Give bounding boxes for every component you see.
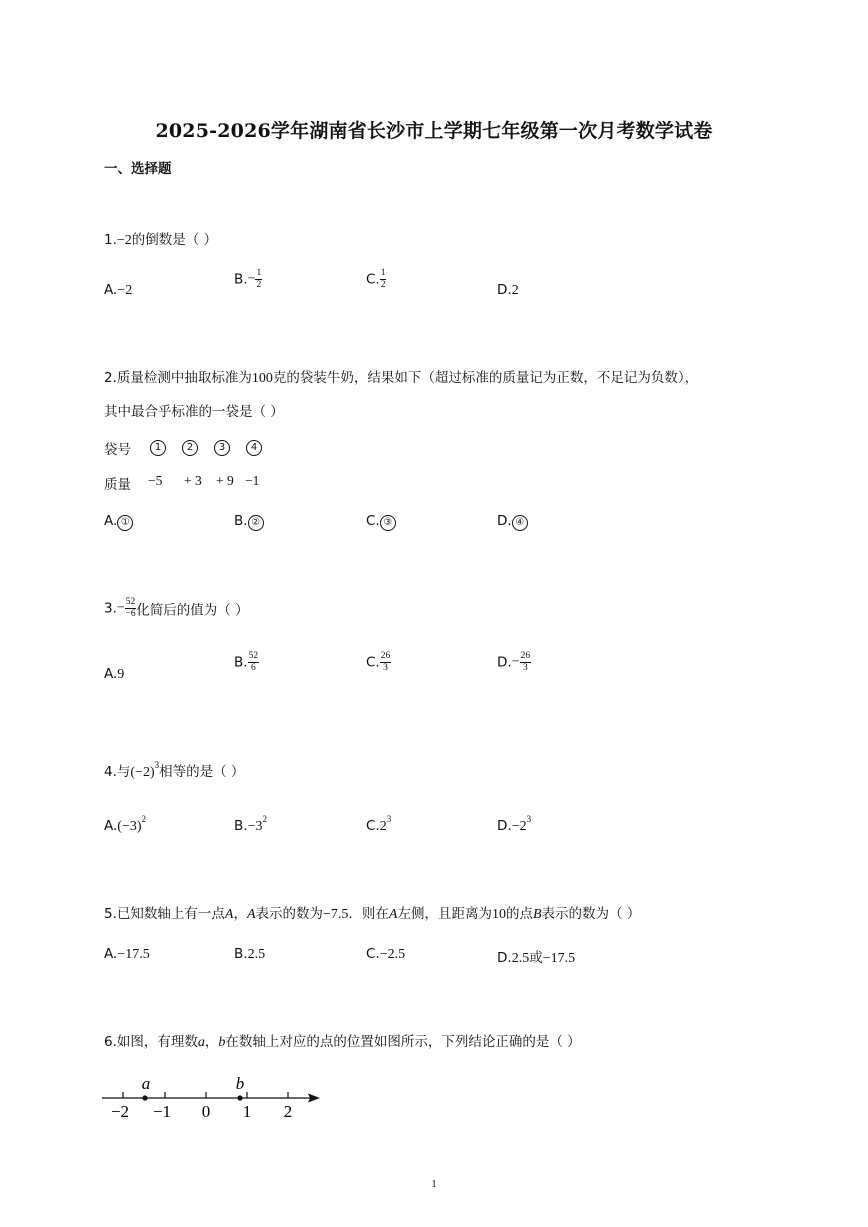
option-label: C. bbox=[366, 946, 380, 962]
option-label: A. bbox=[104, 513, 118, 529]
point-b bbox=[237, 1095, 242, 1100]
option-label: C. bbox=[366, 654, 380, 671]
fraction bbox=[380, 651, 392, 674]
q5-text: 表示的数为 bbox=[255, 906, 324, 922]
option-connector: 或 bbox=[529, 950, 543, 966]
q6-text: ， bbox=[204, 1034, 219, 1050]
q1-option-d[interactable] bbox=[497, 282, 519, 299]
q3-option-c[interactable] bbox=[366, 651, 391, 674]
q6-var: a bbox=[197, 1035, 205, 1050]
option-value: −2 bbox=[117, 283, 133, 298]
option-exponent: 2 bbox=[141, 814, 147, 824]
q2-option-d[interactable] bbox=[497, 513, 528, 531]
table-row-label: 质量 bbox=[104, 477, 131, 493]
option-exponent: 3 bbox=[386, 814, 392, 824]
q5-text: 的点 bbox=[505, 906, 533, 922]
q3-option-b[interactable] bbox=[234, 651, 259, 674]
q1-option-a[interactable] bbox=[104, 282, 132, 299]
option-label: A. bbox=[104, 282, 118, 298]
circled-number: 4 bbox=[246, 440, 262, 456]
page-title: 2025-2026学年湖南省长沙市上学期七年级第一次月考数学试卷 bbox=[155, 120, 713, 142]
q5-var: A bbox=[246, 907, 256, 922]
q6-text: 6.如图，有理数 bbox=[104, 1034, 198, 1050]
option-exponent: 3 bbox=[526, 814, 532, 824]
option-value: −2.5 bbox=[379, 947, 406, 962]
q5-value: −7.5 bbox=[323, 907, 349, 922]
point-b-label: b bbox=[235, 1074, 245, 1093]
table-cell: −1 bbox=[245, 473, 260, 488]
q3-sign: − bbox=[116, 600, 125, 616]
q1-expr: −2 bbox=[116, 233, 132, 248]
question-2-line-2: 其中最合乎标准的一袋是（ ） bbox=[104, 404, 284, 420]
denominator: 2 bbox=[380, 280, 386, 290]
question-5 bbox=[104, 902, 640, 923]
option-label: D. bbox=[497, 818, 512, 834]
point-a bbox=[142, 1095, 147, 1100]
option-base: −2 bbox=[511, 819, 527, 834]
question-4 bbox=[104, 760, 244, 781]
table-cell bbox=[246, 438, 262, 456]
q6-var: b bbox=[218, 1035, 226, 1050]
denominator: −6 bbox=[125, 609, 136, 619]
question-2-line-1 bbox=[104, 366, 698, 387]
option-label: D. bbox=[497, 950, 512, 966]
question-3 bbox=[104, 597, 249, 620]
tick-label: 2 bbox=[283, 1102, 293, 1121]
option-label: D. bbox=[497, 654, 512, 671]
q4-exponent: 3 bbox=[154, 760, 160, 770]
option-label: D. bbox=[497, 282, 512, 298]
q3-text: 化简后的值为（ ） bbox=[136, 602, 249, 619]
option-value: −17.5 bbox=[117, 947, 150, 962]
option-value: 9 bbox=[117, 667, 125, 682]
q4-option-a[interactable] bbox=[104, 814, 146, 835]
circled-number: ② bbox=[248, 515, 264, 531]
q4-option-d[interactable] bbox=[497, 814, 531, 835]
numerator: 26 bbox=[380, 651, 391, 661]
option-exponent: 2 bbox=[262, 814, 267, 824]
table-row-label: 袋号 bbox=[104, 442, 131, 458]
q1-text: 的倒数是（ ） bbox=[131, 232, 218, 248]
numerator: 52 bbox=[125, 597, 136, 607]
q5-option-a[interactable] bbox=[104, 946, 150, 963]
circled-number: 2 bbox=[182, 440, 198, 456]
q5-var: A bbox=[388, 907, 398, 922]
q2-value: 100 bbox=[251, 371, 273, 386]
option-value: −17.5 bbox=[542, 951, 576, 966]
table-cell: + 3 bbox=[184, 473, 202, 488]
q5-text: 5.已知数轴上有一点 bbox=[104, 906, 225, 922]
fraction bbox=[520, 651, 532, 674]
q5-var: B bbox=[532, 907, 542, 922]
circled-number: ③ bbox=[380, 515, 396, 531]
table-cell: + 9 bbox=[216, 473, 234, 488]
option-label: C. bbox=[366, 513, 380, 529]
question-1 bbox=[104, 228, 217, 249]
fraction bbox=[380, 268, 387, 291]
q5-option-c[interactable] bbox=[366, 946, 405, 963]
q4-text: 相等的是（ ） bbox=[159, 764, 245, 780]
tick-label: 1 bbox=[242, 1102, 252, 1121]
option-base: (−3) bbox=[117, 819, 142, 834]
option-sign: − bbox=[511, 654, 520, 670]
q4-base: (−2) bbox=[130, 765, 155, 780]
option-label: A. bbox=[104, 946, 118, 962]
q5-text: ．则在 bbox=[348, 906, 389, 922]
q2-option-b[interactable] bbox=[234, 513, 264, 531]
q1-prefix: 1. bbox=[104, 232, 117, 248]
option-value: 2.5 bbox=[247, 947, 266, 962]
q5-var: A bbox=[224, 907, 234, 922]
table-cell bbox=[214, 438, 230, 456]
option-label: C. bbox=[366, 271, 380, 288]
q2-option-c[interactable] bbox=[366, 513, 396, 531]
q4-option-b[interactable] bbox=[234, 814, 267, 835]
option-value: 2 bbox=[511, 283, 519, 298]
q5-text: 左侧，且距离为 bbox=[397, 906, 492, 922]
option-label: B. bbox=[234, 271, 248, 288]
page-number: 1 bbox=[431, 1178, 437, 1190]
denominator: 3 bbox=[522, 663, 528, 673]
circled-number: 1 bbox=[150, 440, 166, 456]
numerator: 26 bbox=[520, 651, 531, 661]
option-label: B. bbox=[234, 513, 248, 529]
point-a-label: a bbox=[141, 1074, 151, 1093]
fraction bbox=[255, 268, 262, 291]
circled-number: ① bbox=[117, 515, 133, 531]
option-label: B. bbox=[234, 818, 248, 834]
fraction bbox=[248, 651, 260, 674]
q2-option-a[interactable] bbox=[104, 513, 133, 531]
option-label: D. bbox=[497, 513, 512, 529]
q4-prefix: 4.与 bbox=[104, 764, 131, 780]
denominator: 6 bbox=[250, 663, 256, 673]
q2-text-b: 克的袋装牛奶，结果如下（超过标准的质量记为正数，不足记为负数）， bbox=[272, 370, 699, 386]
numerator: 1 bbox=[256, 268, 262, 278]
q3-option-a[interactable] bbox=[104, 666, 124, 683]
q1-option-b[interactable] bbox=[234, 268, 262, 291]
q1-option-c[interactable] bbox=[366, 268, 386, 291]
option-value: 2.5 bbox=[511, 951, 530, 966]
q5-option-d[interactable] bbox=[497, 946, 575, 967]
table-cell: −5 bbox=[148, 473, 163, 488]
q5-value: 10 bbox=[491, 907, 506, 922]
number-line-figure bbox=[96, 1070, 328, 1126]
option-label: B. bbox=[234, 654, 248, 671]
q6-text: 在数轴上对应的点的位置如图所示，下列结论正确的是（ ） bbox=[225, 1034, 581, 1050]
option-base: −3 bbox=[247, 819, 263, 834]
q3-option-d[interactable] bbox=[497, 651, 531, 674]
table-cell bbox=[182, 438, 198, 456]
section-heading: 一、选择题 bbox=[104, 161, 172, 177]
q5-text: ， bbox=[233, 906, 247, 922]
tick-label: −1 bbox=[152, 1102, 172, 1121]
numerator: 1 bbox=[380, 268, 386, 278]
q4-option-c[interactable] bbox=[366, 814, 391, 835]
option-base: 2 bbox=[379, 819, 387, 834]
question-6 bbox=[104, 1030, 581, 1051]
denominator: 2 bbox=[256, 280, 262, 290]
circled-number: ④ bbox=[512, 515, 528, 531]
tick-label: 0 bbox=[201, 1102, 211, 1121]
fraction bbox=[125, 597, 137, 620]
denominator: 3 bbox=[383, 663, 388, 673]
option-label: B. bbox=[234, 946, 248, 962]
option-label: C. bbox=[366, 818, 380, 834]
tick-label: −2 bbox=[110, 1102, 130, 1121]
circled-number: 3 bbox=[214, 440, 230, 456]
q5-option-b[interactable] bbox=[234, 946, 265, 963]
option-label: A. bbox=[104, 818, 118, 834]
option-sign: − bbox=[247, 271, 256, 287]
numerator: 52 bbox=[248, 651, 259, 661]
q3-prefix: 3. bbox=[104, 600, 117, 617]
q2-text-a: 2.质量检测中抽取标准为 bbox=[104, 370, 252, 386]
option-label: A. bbox=[104, 666, 118, 682]
q5-text: 表示的数为（ ） bbox=[541, 906, 641, 922]
table-cell bbox=[150, 438, 166, 456]
